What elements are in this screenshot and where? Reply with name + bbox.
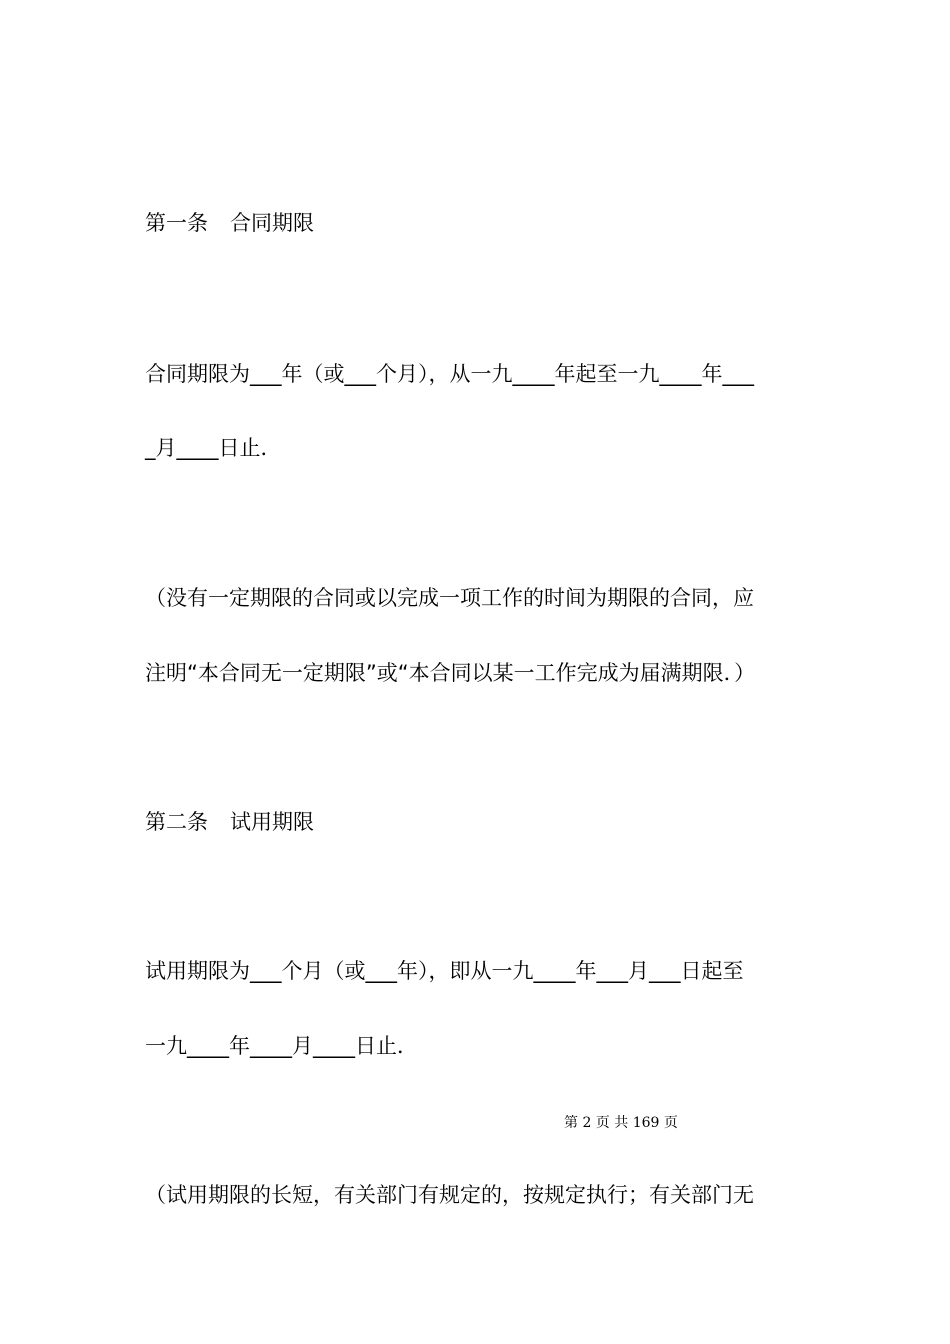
section2-text-line1: 试用期限为___个月（或___年），即从一九____年___月___日起至	[145, 959, 744, 983]
section1-note-line1: （没有一定期限的合同或以完成一项工作的时间为期限的合同，应	[145, 586, 754, 610]
section1-heading-title: 合同期限	[230, 211, 314, 235]
page-number-label: 第 2 页 共 169 页	[564, 1115, 678, 1131]
section2-text-line2: 一九____年____月____日止．	[145, 1034, 418, 1058]
section2-heading	[145, 808, 314, 836]
page-footer	[0, 1113, 950, 1133]
section2-heading-title: 试用期限	[230, 810, 314, 834]
section1-text-line1: 合同期限为___年（或___个月），从一九____年起至一九____年___	[145, 362, 754, 386]
section1-text-line2: _月____日止．	[145, 436, 282, 460]
section2-heading-number: 第二条	[145, 810, 208, 834]
section1-note-line2: 注明“本合同无一定期限”或“本合同以某一工作完成为届满期限．）	[145, 661, 756, 685]
section2-note-line1: （试用期限的长短，有关部门有规定的，按规定执行；有关部门无	[145, 1183, 754, 1207]
section1-heading-number: 第一条	[145, 211, 208, 235]
section1-heading	[145, 209, 314, 237]
